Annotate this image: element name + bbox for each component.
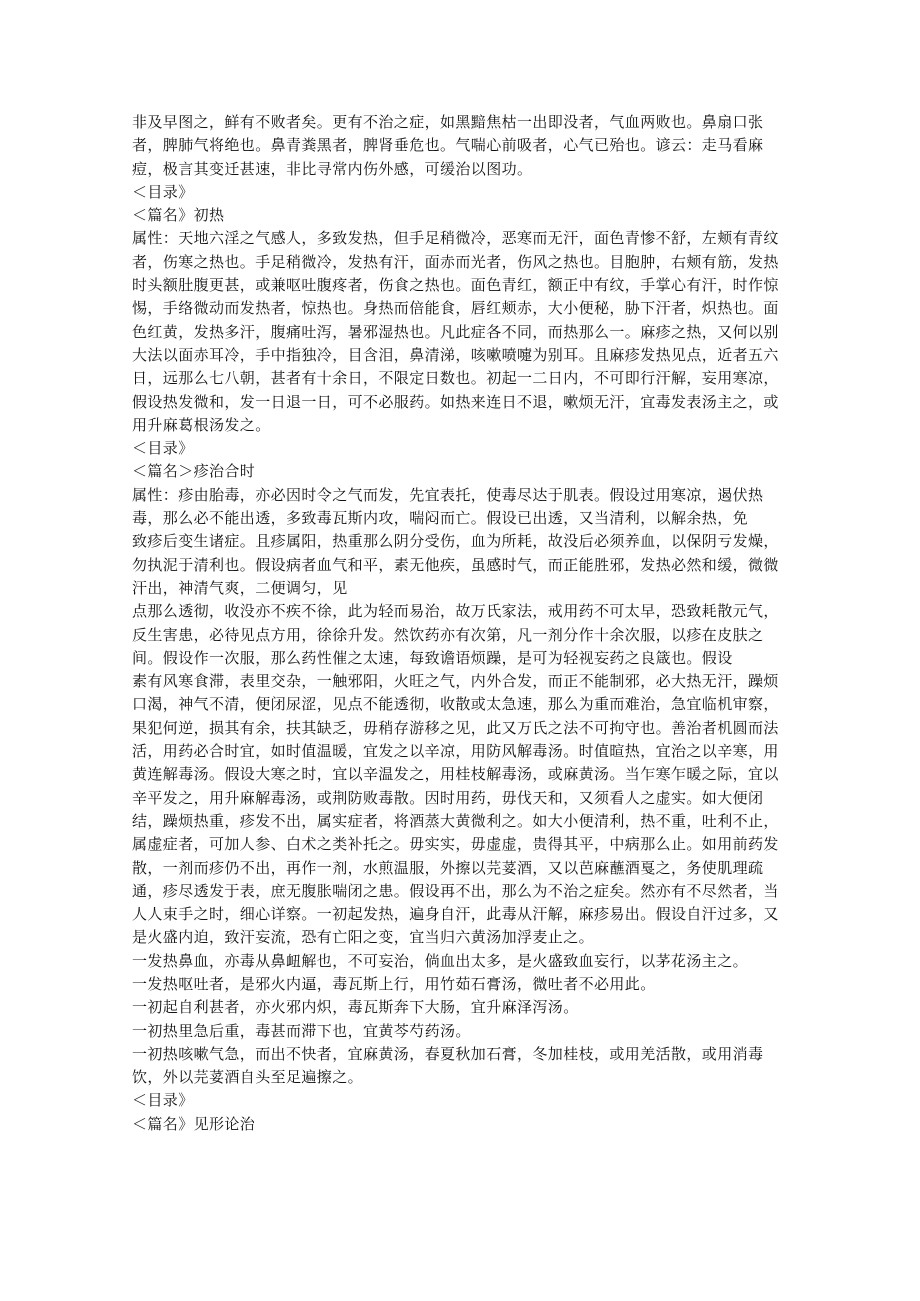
text-line: 口渴，神气不清，便闭尿涩，见点不能透彻，收散或太急速，那么为重而难治，急宜临机审察， <box>132 695 779 714</box>
text-line: 属性：天地六淫之气感人，多致发热，但手足稍微冷，恶寒而无汗，面色青惨不舒，左颊有青纹 <box>132 229 779 248</box>
text-line: 是火盛内迫，致汗妄流，恐有亡阳之变，宜当归六黄汤加浮麦止之。 <box>132 928 595 947</box>
text-line: 辛平发之，用升麻解毒汤，或荆防败毒散。因时用药，毋伐天和，又须看人之虚实。如大便闭 <box>132 788 764 807</box>
text-line: 活，用药必合时宜，如时值温暖，宜发之以辛凉，用防风解毒汤。时值暄热，宜治之以辛寒，用 <box>132 742 779 761</box>
text-line: 非及早图之，鲜有不败者矣。更有不治之症，如黑黯焦枯一出即没者，气血两败也。鼻扇口张 <box>132 113 764 131</box>
text-line: 反生害患，必待见点方用，徐徐升发。然饮药亦有次第，凡一剂分作十余次服，以疹在皮肤之 <box>132 625 764 644</box>
text-line: 用升麻葛根汤发之。 <box>132 415 271 434</box>
text-line: ＜篇名》初热 <box>132 206 225 225</box>
text-line: 色红黄，发热多汗，腹痛吐泻，暑邪湿热也。凡此症各不同，而热那么一。麻疹之热，又何以别 <box>132 322 779 341</box>
text-line: 结，躁烦热重，疹发不出，属实症者，将酒蒸大黄微利之。如大小便清利，热不重，吐利不止， <box>132 811 779 830</box>
text-line: 假设热发微和，发一日退一日，可不必服药。如热来连日不退，嗽烦无汗，宜毒发表汤主之，或 <box>132 392 779 411</box>
text-line: 毒，那么必不能出透，多致毒瓦斯内攻，喘闷而亡。假设已出透，又当清利，以解余热，免 <box>132 509 749 528</box>
text-line: 散，一剂而疹仍不出，再作一剂，水煎温服，外擦以芫荽酒，又以芭麻蘸酒戛之，务使肌理疏 <box>132 858 764 877</box>
text-line: 间。假设作一次服，那么药性催之太速，每致谵语烦躁，是可为轻视妄药之良箴也。假设 <box>132 648 733 667</box>
text-line: 一初起自利甚者，亦火邪内炽，毒瓦斯奔下大肠，宜升麻泽泻汤。 <box>132 998 579 1017</box>
text-line: 一初热里急后重，毒甚而滞下也，宜黄芩芍药汤。 <box>132 1021 471 1040</box>
text-line: 者，伤寒之热也。手足稍微冷，发热有汗，面赤而光者，伤风之热也。目胞肿，右颊有筋，发热 <box>132 252 779 271</box>
text-line: 致疹后变生诸症。且疹属阳，热重那么阴分受伤，血为所耗，故没后必须养血，以保阴亏发燥， <box>132 532 779 551</box>
text-line: 素有风寒食滞，表里交杂，一触邪阳，火旺之气，内外合发，而正不能制邪，必大热无汗，躁烦 <box>132 672 779 691</box>
text-line: 属虚症者，可加人参、白术之类补托之。毋实实，毋虚虚，贵得其平，中病那么止。如用前药发 <box>132 835 779 854</box>
text-line: ＜篇名＞疹治合时 <box>132 462 256 481</box>
text-line: 汗出，神清气爽，二便调匀，见 <box>132 578 348 597</box>
text-line: ＜篇名》见形论治 <box>132 1114 256 1133</box>
text-line: 饮，外以芫荽酒自头至足遍擦之。 <box>132 1068 364 1087</box>
text-line: 痘，极言其变迁甚速，非比寻常内伤外感，可缓治以图功。 <box>132 159 533 178</box>
text-line: 一初热咳嗽气急，而出不快者，宜麻黄汤，春夏秋加石膏，冬加桂枝，或用羌活散，或用消毒 <box>132 1044 764 1063</box>
text-line: 惕，手络微动而发热者，惊热也。身热而倍能食，唇红颊赤，大小便秘，胁下汗者，炽热也。面 <box>132 299 779 318</box>
text-line: 者，脾肺气将绝也。鼻青粪黑者，脾肾垂危也。气喘心前吸者，心气已殆也。谚云：走马看麻 <box>132 136 764 155</box>
text-line: 一发热鼻血，亦毒从鼻衄解也，不可妄治，倘血出太多，是火盛致血妄行，以茅花汤主之。 <box>132 951 749 970</box>
text-line: 果犯何逆，损其有余，扶其缺乏，毋稍存游移之见，此又万氏之法不可拘守也。善治者机圆而法 <box>132 718 779 737</box>
text-line: 点那么透彻，收没亦不疾不徐，此为轻而易治，故万氏家法，戒用药不可太早，恐致耗散元气， <box>132 602 779 621</box>
text-line: 时头额肚腹更甚，或兼呕吐腹疼者，伤食之热也。面色青红，额正中有纹，手掌心有汗，时作惊 <box>132 276 779 295</box>
text-line: 黄连解毒汤。假设大寒之时，宜以辛温发之，用桂枝解毒汤，或麻黄汤。当乍寒乍暖之际，宜以 <box>132 765 779 784</box>
text-line: 通，疹尽透发于表，庶无腹胀喘闭之患。假设再不出，那么为不治之症矣。然亦有不尽然者，当 <box>132 881 779 900</box>
text-line: ＜目录》 <box>132 439 194 458</box>
text-line: 勿执泥于清利也。假设病者血气和平，素无他疾，虽感时气，而正能胜邪，发热必然和缓，微微 <box>132 555 779 574</box>
text-line: 人人束手之时，细心详察。一初起发热，遍身自汗，此毒从汗解，麻疹易出。假设自汗过多，又 <box>132 905 779 924</box>
text-line: 日，远那么七八朝，甚者有十余日，不限定日数也。初起一二日内，不可即行汗解，妄用寒凉， <box>132 369 779 388</box>
text-line: ＜目录》 <box>132 182 194 201</box>
text-line: 一发热呕吐者，是邪火内逼，毒瓦斯上行，用竹茹石膏汤，微吐者不必用此。 <box>132 974 656 993</box>
text-line: 大法以面赤耳冷，手中指独冷，目含泪，鼻清涕，咳嗽喷嚏为别耳。且麻疹发热见点，近者五六 <box>132 345 779 364</box>
text-line: ＜目录》 <box>132 1091 194 1110</box>
text-line: 属性：疹由胎毒，亦必因时令之气而发，先宜表托，使毒尽达于肌表。假设过用寒凉，遏伏热 <box>132 485 764 504</box>
